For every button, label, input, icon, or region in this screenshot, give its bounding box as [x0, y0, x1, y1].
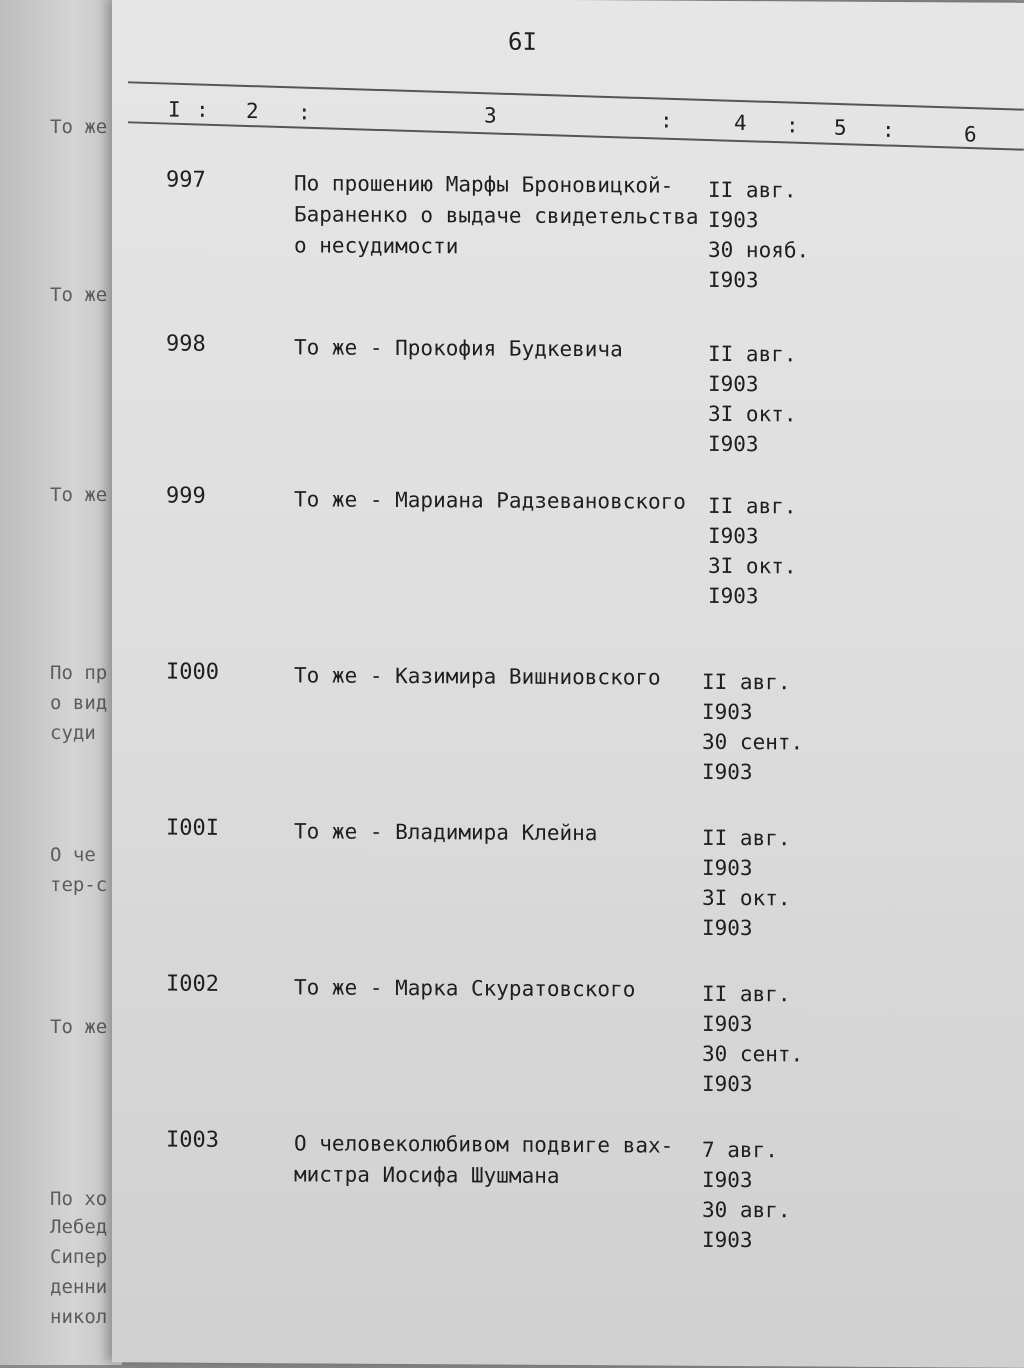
- column-separator: :: [786, 113, 799, 138]
- date-end-year: I903: [702, 915, 753, 941]
- entry-text-line: То же - Мариана Радзевановского: [294, 487, 686, 514]
- entry-number: 997: [166, 167, 206, 193]
- date-start-day: 7 авг.: [702, 1137, 778, 1163]
- entry-text-line: То же - Владимира Клейна: [294, 819, 598, 846]
- entry-text: [294, 660, 702, 693]
- date-end-day: 3I окт.: [708, 401, 797, 427]
- entry-number: 999: [166, 483, 206, 509]
- entry-text: [294, 168, 702, 263]
- entry-row: [112, 971, 1024, 1127]
- left-fragment: денни: [50, 1276, 108, 1298]
- date-start-day: II авг.: [702, 981, 791, 1007]
- left-fragment: То же: [50, 1016, 108, 1038]
- date-start-year: I903: [708, 371, 759, 397]
- entry-row: [112, 1127, 1024, 1283]
- date-end-year: I903: [702, 759, 753, 785]
- entry-text-line: Бараненко о выдаче свидетельства: [294, 202, 699, 229]
- entry-text-line: То же - Марка Скуратовского: [294, 975, 636, 1002]
- entry-text-line: То же - Казимира Вишниовского: [294, 663, 661, 690]
- left-fragment: суди: [50, 722, 96, 744]
- left-fragment: О че: [50, 844, 96, 866]
- column-header-4: 4: [734, 111, 747, 136]
- entry-text-line: мистра Иосифа Шушмана: [294, 1162, 560, 1188]
- left-page-edge: [0, 0, 122, 1365]
- date-start-day: II авг.: [702, 825, 791, 851]
- date-end-year: I903: [702, 1227, 753, 1253]
- date-end-year: I903: [702, 1071, 753, 1097]
- entry-dates: [702, 979, 803, 1100]
- entry-number: I003: [166, 1127, 219, 1153]
- date-end-day: 30 нояб.: [708, 237, 810, 263]
- entry-dates: [708, 339, 797, 460]
- entry-dates: [708, 175, 809, 296]
- entry-number: I000: [166, 659, 219, 685]
- entry-dates: [702, 823, 791, 944]
- entry-number: I00I: [166, 815, 219, 841]
- entry-text-line: о несудимости: [294, 233, 459, 259]
- entry-dates: [702, 1135, 791, 1256]
- left-fragment: То же: [50, 116, 108, 138]
- date-end-day: 3I окт.: [708, 553, 797, 579]
- date-end-day: 30 авг.: [702, 1197, 791, 1223]
- date-end-day: 3I окт.: [702, 885, 791, 911]
- date-end-day: 30 сент.: [702, 1041, 804, 1067]
- left-fragment: То же: [50, 284, 108, 306]
- left-fragment: Сипер: [50, 1246, 108, 1268]
- date-end-year: I903: [708, 267, 759, 293]
- date-end-year: I903: [708, 431, 759, 457]
- entry-row: [112, 659, 1024, 815]
- left-fragment: тер-с: [50, 874, 108, 896]
- date-start-day: II авг.: [708, 341, 797, 367]
- date-start-year: I903: [702, 855, 753, 881]
- left-fragment: По пр: [50, 662, 108, 684]
- column-header-1: I: [168, 97, 181, 122]
- column-separator: :: [660, 108, 673, 133]
- entry-row: [112, 167, 1024, 323]
- entry-text: [294, 816, 702, 849]
- date-start-day: II авг.: [702, 669, 791, 695]
- left-fragment: никол: [50, 1306, 108, 1328]
- date-start-year: I903: [702, 1011, 753, 1037]
- entry-text: [294, 484, 702, 517]
- left-fragment: То же: [50, 484, 108, 506]
- column-header-2: 2: [246, 99, 259, 124]
- entry-dates: [702, 667, 803, 788]
- entry-text: [294, 332, 702, 365]
- date-start-day: II авг.: [708, 177, 797, 203]
- entry-row: [112, 815, 1024, 971]
- column-separator: :: [298, 100, 311, 125]
- page-number: 6I: [508, 27, 537, 56]
- date-start-year: I903: [708, 523, 759, 549]
- entry-text-line: О человеколюбивом подвиге вах-: [294, 1131, 674, 1158]
- left-fragment: По хо: [50, 1188, 108, 1210]
- left-fragment: о вид: [50, 692, 108, 714]
- column-header-6: 6: [964, 122, 977, 147]
- document-page: [112, 0, 1024, 1368]
- date-start-year: I903: [708, 207, 759, 233]
- entry-text: [294, 972, 702, 1005]
- entry-row: [112, 483, 1024, 639]
- entry-number: I002: [166, 971, 219, 997]
- entry-text: [294, 1128, 702, 1192]
- date-start-year: I903: [702, 1167, 753, 1193]
- column-separator: :: [196, 97, 209, 122]
- header-rule-top: [128, 81, 1024, 110]
- date-end-year: I903: [708, 583, 759, 609]
- entry-dates: [708, 491, 797, 612]
- entry-text-line: То же - Прокофия Будкевича: [294, 335, 623, 362]
- left-fragment: Лебед: [50, 1216, 108, 1238]
- column-header-3: 3: [484, 103, 497, 128]
- column-header-5: 5: [834, 115, 847, 140]
- entry-text-line: По прошению Марфы Броновицкой-: [294, 171, 674, 198]
- entry-number: 998: [166, 331, 206, 357]
- entry-row: [112, 331, 1024, 487]
- date-start-year: I903: [702, 699, 753, 725]
- column-separator: :: [882, 117, 895, 142]
- date-end-day: 30 сент.: [702, 729, 804, 755]
- date-start-day: II авг.: [708, 493, 797, 519]
